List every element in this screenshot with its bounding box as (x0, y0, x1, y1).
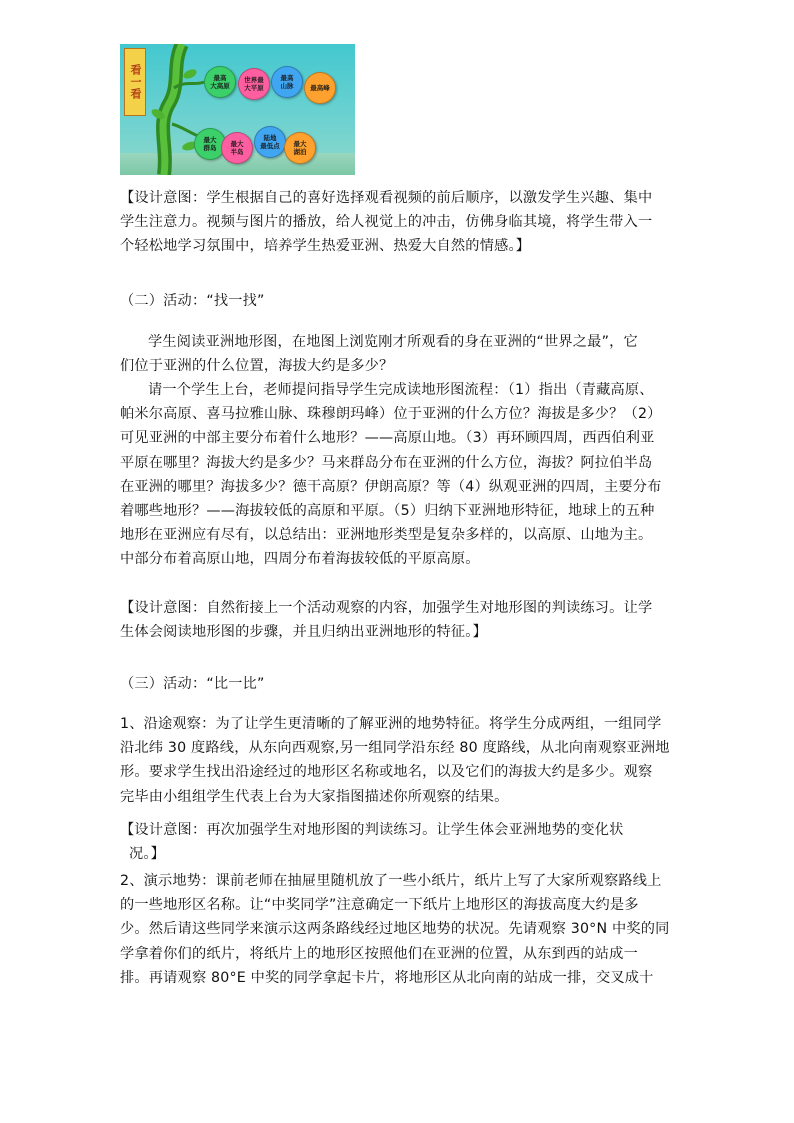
activity-2-intro (120, 330, 680, 378)
text-line: 平原在哪里？海拔大约是多少？马来群岛分布在亚洲的什么方位，海拔？阿拉伯半岛 (120, 454, 653, 471)
text-line: 们位于亚洲的什么位置，海拔大约是多少？ (120, 358, 394, 375)
bubble-label: 最大 半岛 (230, 140, 244, 156)
text-line: 排。再请观察 80°E 中奖的同学拿起卡片，将地形区从北向南的站成一排，交叉成十 (120, 969, 654, 986)
text-line: 沿北纬 30 度路线，从东向西观察,另一组同学沿东经 80 度路线，从北向南观察亚洲地 (120, 740, 670, 757)
text-line: 帕米尔高原、喜马拉雅山脉、珠穆朗玛峰）位于亚洲的什么方位？海拔是多少？（2） (120, 406, 662, 423)
text-line: 请一个学生上台，老师提问指导学生完成读地形图流程：（1）指出（青藏高原、 (148, 382, 654, 398)
beanstalk-illustration (120, 44, 355, 175)
text-line: 形。要求学生找出沿途经过的地形区名称或地名，以及它们的海拔大约是多少。观察 (120, 764, 653, 781)
text-line: 生体会阅读地形图的步骤，并且归纳出亚洲地形的特征。】 (120, 624, 487, 641)
text-line: 【设计意图：自然衔接上一个活动观察的内容，加强学生对地形图的判读练习。让学 (120, 600, 653, 616)
heading-text: （三）活动：“比一比” (120, 676, 265, 692)
bubble-largest-lake[interactable] (284, 132, 316, 164)
bubble-label: 最大 群岛 (203, 136, 217, 152)
bubble-largest-plain[interactable] (238, 68, 270, 100)
section-heading-2 (120, 289, 680, 313)
text-line: 【设计意图：再次加强学生对地形图的判读练习。让学生体会亚洲地势的变化状 (120, 822, 624, 838)
bubble-largest-peninsula[interactable] (221, 132, 253, 164)
activity-2-procedure (120, 378, 680, 572)
text-line: 学生阅读亚洲地形图，在地图上浏览刚才所观看的身在亚洲的“世界之最”，它 (148, 334, 638, 350)
text-line: 着哪些地形？——海拔较低的高原和平原。（5）归纳下亚洲地形特征，地球上的五种 (120, 502, 655, 519)
section-heading-3 (120, 672, 680, 696)
text-line: 中部分布着高原山地，四周分布着海拔较低的平原高原。 (120, 551, 480, 568)
bubble-label: 最大 湖泊 (293, 140, 307, 156)
text-line: 少。然后请这些同学来演示这两条路线经过地区地势的状况。先请观察 30°N 中奖的同 (120, 921, 670, 938)
design-intent-2 (120, 596, 680, 644)
design-intent-1 (120, 186, 680, 259)
heading-text: （二）活动：“找一找” (120, 293, 265, 309)
bubble-label: 陆地 最低点 (260, 134, 280, 150)
text-line: 1、沿途观察：为了让学生更清晰的了解亚洲的地势特征。将学生分成两组，一组同学 (120, 716, 662, 732)
text-line: 在亚洲的哪里？海拔多少？德干高原？伊朗高原？等（4）纵观亚洲的四周，主要分布 (120, 478, 662, 495)
bubble-label: 世界最 大平原 (244, 76, 264, 92)
bubble-label: 最高 山脉 (280, 74, 294, 90)
bubble-label: 最高峰 (310, 84, 330, 92)
bubble-highest-peak[interactable] (304, 72, 336, 104)
text-line: 【设计意图：学生根据自己的喜好选择观看视频的前后顺序，以激发学生兴趣、集中 (120, 190, 653, 206)
stamp-text: 看一看 (129, 64, 142, 100)
design-intent-3 (120, 818, 680, 866)
text-line: 学生注意力。视频与图片的播放，给人视觉上的冲击，仿佛身临其境，将学生带入一 (120, 214, 653, 231)
terrain-demonstration (120, 869, 680, 990)
text-line: 况。】 (129, 846, 166, 863)
text-line: 地形在亚洲应有尽有，以总结出：亚洲地形类型是复杂多样的，以高原、山地为主。 (120, 527, 653, 544)
bubble-highest-mountains[interactable] (271, 66, 303, 98)
text-line: 的一些地形区名称。让“中奖同学”注意确定一下纸片上地形区的海拔高度大约是多 (120, 897, 639, 914)
bubble-label: 最高 大高原 (210, 74, 230, 90)
text-line: 完毕由小组组学生代表上台为大家指图描述你所观察的结果。 (120, 788, 509, 805)
text-line: 个轻松地学习氛围中，培养学生热爱亚洲、热爱大自然的情感。】 (120, 238, 531, 255)
text-line: 可见亚洲的中部主要分布着什么地形？——高原山地。（3）再环顾四周，西西伯利亚 (120, 430, 655, 447)
bubble-highest-plateau[interactable] (204, 66, 236, 98)
text-line: 学拿着你们的纸片，将纸片上的地形区按照他们在亚洲的位置，从东到西的站成一 (120, 945, 638, 962)
text-line: 2、演示地势：课前老师在抽屉里随机放了一些小纸片，纸片上写了大家所观察路线上 (120, 873, 662, 889)
bubble-lowest-point[interactable] (254, 126, 286, 158)
route-observation (120, 712, 680, 809)
